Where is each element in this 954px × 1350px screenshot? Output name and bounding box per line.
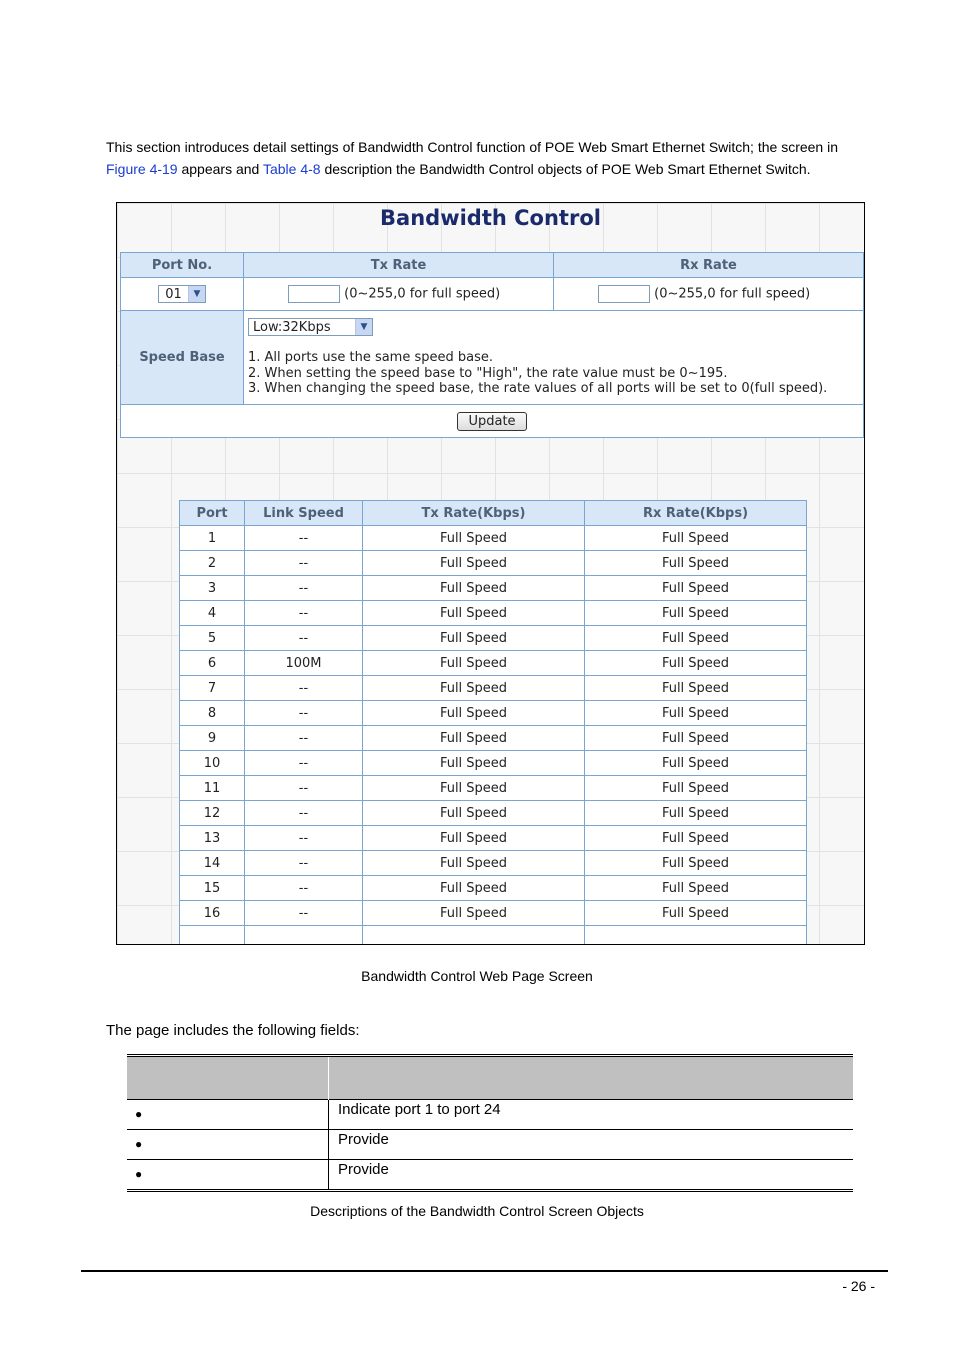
config-table [120, 252, 864, 438]
tx-rate-cell: Full Speed [363, 851, 585, 876]
table-row [180, 726, 807, 751]
table-row [180, 601, 807, 626]
tx-rate-cell: Full Speed [363, 626, 585, 651]
port-cell: 16 [180, 901, 245, 926]
link-speed-cell: -- [245, 776, 363, 801]
table-caption: Descriptions of the Bandwidth Control Screen Objects [310, 1203, 644, 1219]
desc-header-description [329, 1056, 854, 1100]
speed-base-select-value: Low:32Kbps [253, 319, 331, 335]
port-cell: 11 [180, 776, 245, 801]
table-row [127, 1130, 853, 1160]
table-row [180, 701, 807, 726]
header-rx-rate: Rx Rate [554, 253, 864, 278]
port-cell [180, 926, 245, 946]
port-cell: 14 [180, 851, 245, 876]
table-row [180, 776, 807, 801]
table-row [180, 626, 807, 651]
header-port-no: Port No. [121, 253, 244, 278]
tx-rate-cell: Full Speed [363, 726, 585, 751]
status-header-port: Port [180, 501, 245, 526]
link-speed-cell: -- [245, 551, 363, 576]
rx-rate-cell: Full Speed [585, 651, 807, 676]
table-row [180, 676, 807, 701]
link-speed-cell: -- [245, 901, 363, 926]
link-speed-cell: -- [245, 701, 363, 726]
rx-rate-cell: Full Speed [585, 601, 807, 626]
tx-rate-cell: Full Speed [363, 526, 585, 551]
intro-paragraph [106, 136, 876, 180]
object-cell [127, 1160, 329, 1191]
rx-rate-cell: Full Speed [585, 801, 807, 826]
port-select-value: 01 [165, 286, 182, 302]
tx-rate-cell: Full Speed [363, 651, 585, 676]
port-cell: 2 [180, 551, 245, 576]
table-row [127, 1160, 853, 1191]
intro-text-3: description the Bandwidth Control objects of POE Web Smart Ethernet Switch. [320, 161, 811, 177]
link-speed-cell: -- [245, 526, 363, 551]
speed-base-select[interactable] [248, 318, 373, 336]
chevron-down-icon[interactable]: ▼ [188, 286, 205, 302]
figure-link[interactable]: Figure 4-19 [106, 161, 178, 177]
rx-rate-cell: Full Speed [585, 751, 807, 776]
intro-text-2: appears and [177, 161, 263, 177]
screen-title: Bandwidth Control [380, 206, 601, 230]
tx-rate-cell [363, 926, 585, 946]
table-row [180, 526, 807, 551]
figure-caption: Bandwidth Control Web Page Screen [361, 968, 593, 984]
tx-rate-cell: Full Speed [363, 776, 585, 801]
tx-rate-cell: Full Speed [363, 876, 585, 901]
port-cell: 15 [180, 876, 245, 901]
description-cell: Indicate port 1 to port 24 [329, 1100, 854, 1130]
tx-rate-cell: Full Speed [363, 576, 585, 601]
footer-divider [81, 1270, 888, 1272]
bandwidth-control-screenshot [116, 202, 865, 945]
link-speed-cell: -- [245, 751, 363, 776]
port-cell: 8 [180, 701, 245, 726]
link-speed-cell: -- [245, 626, 363, 651]
table-row [180, 876, 807, 901]
rx-rate-cell: Full Speed [585, 826, 807, 851]
rx-rate-cell: Full Speed [585, 851, 807, 876]
port-cell: 7 [180, 676, 245, 701]
link-speed-cell: -- [245, 726, 363, 751]
table-row [180, 851, 807, 876]
update-button[interactable]: Update [457, 412, 526, 431]
note-2: 2. When setting the speed base to "High", the rate value must be 0~195. [248, 365, 728, 381]
rx-rate-cell: Full Speed [585, 576, 807, 601]
tx-rate-cell: Full Speed [363, 601, 585, 626]
description-cell: Provide [329, 1130, 854, 1160]
rx-rate-hint: (0~255,0 for full speed) [654, 286, 811, 302]
link-speed-cell: -- [245, 851, 363, 876]
tx-rate-input[interactable] [288, 285, 340, 303]
link-speed-cell [245, 926, 363, 946]
tx-rate-cell: Full Speed [363, 701, 585, 726]
object-cell [127, 1100, 329, 1130]
status-header-link-speed: Link Speed [245, 501, 363, 526]
bullet-icon: ● [135, 1137, 143, 1151]
table-link[interactable]: Table 4-8 [262, 161, 321, 177]
object-cell [127, 1130, 329, 1160]
rx-rate-cell: Full Speed [585, 526, 807, 551]
fields-lead-text: The page includes the following fields: [106, 1022, 360, 1039]
note-1: 1. All ports use the same speed base. [248, 350, 494, 366]
rx-rate-cell: Full Speed [585, 776, 807, 801]
status-header-tx-rate: Tx Rate(Kbps) [363, 501, 585, 526]
link-speed-cell: -- [245, 576, 363, 601]
rx-rate-cell: Full Speed [585, 626, 807, 651]
desc-rows [127, 1100, 853, 1191]
link-speed-cell: 100M [245, 651, 363, 676]
link-speed-cell: -- [245, 676, 363, 701]
port-cell: 13 [180, 826, 245, 851]
table-row [180, 926, 807, 946]
status-header-rx-rate: Rx Rate(Kbps) [585, 501, 807, 526]
intro-text-1: This section introduces detail settings of Bandwidth Control function of POE Web Smart Ethernet Switch; the screen in [106, 139, 838, 155]
rx-rate-cell: Full Speed [585, 676, 807, 701]
speed-base-notes [248, 350, 859, 397]
link-speed-cell: -- [245, 801, 363, 826]
chevron-down-icon[interactable]: ▼ [355, 319, 372, 335]
link-speed-cell: -- [245, 601, 363, 626]
port-cell: 1 [180, 526, 245, 551]
description-cell: Provide [329, 1160, 854, 1191]
tx-rate-cell: Full Speed [363, 901, 585, 926]
link-speed-cell: -- [245, 876, 363, 901]
tx-rate-hint: (0~255,0 for full speed) [344, 286, 501, 302]
port-cell: 9 [180, 726, 245, 751]
table-row [180, 551, 807, 576]
bandwidth-status-table [179, 500, 807, 945]
port-cell: 12 [180, 801, 245, 826]
link-speed-cell: -- [245, 826, 363, 851]
tx-rate-cell: Full Speed [363, 801, 585, 826]
table-row [127, 1100, 853, 1130]
table-row [180, 826, 807, 851]
port-select[interactable] [158, 285, 206, 303]
rx-rate-cell: Full Speed [585, 551, 807, 576]
rx-rate-cell: Full Speed [585, 726, 807, 751]
status-rows [180, 526, 807, 946]
tx-rate-cell: Full Speed [363, 751, 585, 776]
table-row [180, 901, 807, 926]
rx-rate-input[interactable] [598, 285, 650, 303]
port-cell: 4 [180, 601, 245, 626]
rx-rate-cell: Full Speed [585, 701, 807, 726]
objects-description-table [127, 1054, 853, 1192]
port-cell: 10 [180, 751, 245, 776]
table-row [180, 751, 807, 776]
tx-rate-cell: Full Speed [363, 676, 585, 701]
table-row [180, 651, 807, 676]
page-number: - 26 - [842, 1278, 875, 1294]
rx-rate-cell [585, 926, 807, 946]
table-row [180, 801, 807, 826]
rx-rate-cell: Full Speed [585, 901, 807, 926]
desc-header-object [127, 1056, 329, 1100]
port-cell: 3 [180, 576, 245, 601]
header-tx-rate: Tx Rate [244, 253, 554, 278]
rx-rate-cell: Full Speed [585, 876, 807, 901]
port-cell: 6 [180, 651, 245, 676]
bullet-icon: ● [135, 1107, 143, 1121]
tx-rate-cell: Full Speed [363, 551, 585, 576]
note-3: 3. When changing the speed base, the rate values of all ports will be set to 0(full speed). [248, 381, 828, 397]
speed-base-label: Speed Base [121, 311, 244, 405]
table-row [180, 576, 807, 601]
tx-rate-cell: Full Speed [363, 826, 585, 851]
bullet-icon: ● [135, 1167, 143, 1181]
port-cell: 5 [180, 626, 245, 651]
